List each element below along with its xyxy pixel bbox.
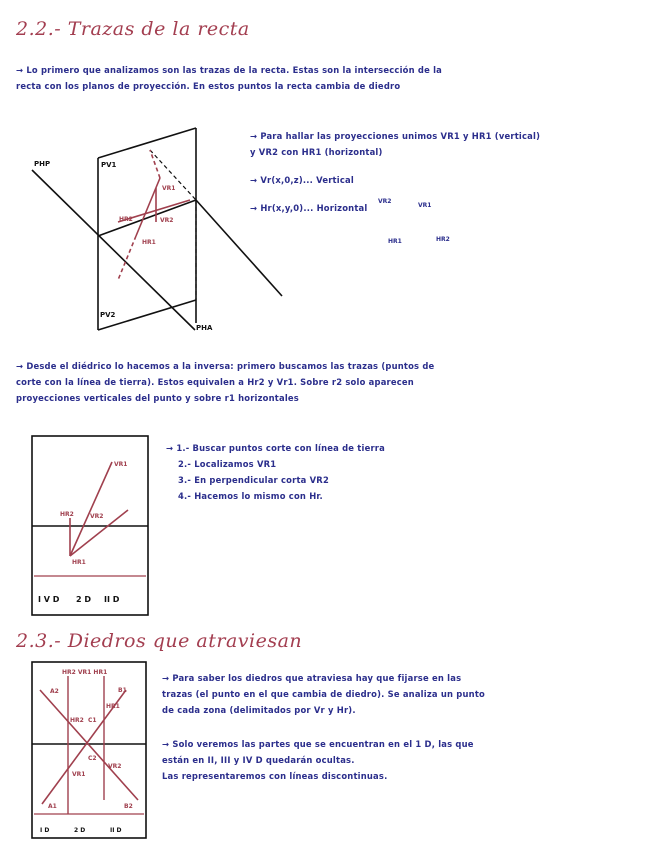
label-vr2: VR2 [160,217,174,224]
vertical-trace-note: → Vr(x,0,z)... Vertical [250,175,354,185]
diedros-line-5: están en II, III y IV D quedarán ocultas. [162,755,355,765]
fig3-label-b1: B1 [118,687,127,694]
fig3-label-a1: A1 [48,803,57,810]
section-title-2-3: 2.3.- Diedros que atraviesan [16,630,303,652]
fig3-dihedral-3: II D [110,827,122,834]
label-php: PHP [34,160,51,168]
fig2-dihedral-2: 2 D [76,595,91,604]
label-vr1: VR1 [162,185,176,192]
fig3-label-top: HR2 VR1 HR1 [62,669,108,676]
fig3-label-hr1: HR1 [106,703,120,710]
step-1: → 1.- Buscar puntos corte con línea de tierra [166,443,385,453]
intro-line-2: recta con los planos de proyección. En estos puntos la recta cambia de diedro [16,81,401,91]
fig2-label-vr1: VR1 [114,461,128,468]
fig3-label-c2: C2 [88,755,97,762]
diedros-line-6: Las representaremos con líneas discontinuas. [162,771,388,781]
diedros-paragraph-1 [162,670,632,718]
fig2-dihedral-3: II D [104,595,120,604]
annot-hr2: HR2 [436,236,450,243]
fig3-label-c1: C1 [88,717,97,724]
step-2: 2.- Localizamos VR1 [178,459,277,469]
second-line-3: proyecciones verticales del punto y sobre r1 horizontales [16,393,299,403]
diedros-line-2: trazas (el punto en el que cambia de diedro). Se analiza un punto [162,689,485,699]
step-3: 3.- En perpendicular corta VR2 [178,475,329,485]
annot-vr2: VR2 [378,198,392,205]
fig2-label-vr2: VR2 [90,513,104,520]
annot-hr1: HR1 [388,238,402,245]
label-pha: PHA [196,324,213,332]
diedros-paragraph-2 [162,736,632,784]
fig3-label-a2: A2 [50,688,59,695]
label-hr2: HR2 [119,216,133,223]
intro-line-1: → Lo primero que analizamos son las trazas de la recta. Estas son la intersección de la [16,65,442,75]
projection-note-1: → Para hallar las proyecciones unimos VR1 y HR1 (vertical) [250,131,541,141]
step-4: 4.- Hacemos lo mismo con Hr. [178,491,323,501]
label-hr1: HR1 [142,239,156,246]
second-line-1: → Desde el diédrico lo hacemos a la inversa: primero buscamos las trazas (puntos de [16,361,435,371]
diedros-line-1: → Para saber los diedros que atraviesa hay que fijarse en las [162,673,462,683]
fig3-label-vr1: VR1 [72,771,86,778]
annot-vr1: VR1 [418,202,432,209]
fig3-label-b2: B2 [124,803,133,810]
second-line-2: corte con la línea de tierra). Estos equivalen a Hr2 y Vr1. Sobre r2 solo aparecen [16,377,414,387]
fig2-dihedral-1: I V D [38,595,60,604]
label-pv2: PV2 [100,311,116,319]
diedros-line-4: → Solo veremos las partes que se encuentran en el 1 D, las que [162,739,474,749]
horizontal-trace-note: → Hr(x,y,0)... Horizontal [250,203,368,213]
diedros-line-3: de cada zona (delimitados por Vr y Hr). [162,705,356,715]
fig3-label-vr2: VR2 [108,763,122,770]
fig2-label-hr1: HR1 [72,559,86,566]
fig3-label-hr2: HR2 [70,717,84,724]
fig3-line-a [40,690,138,800]
fig2-label-hr2: HR2 [60,511,74,518]
projection-note-2: y VR2 con HR1 (horizontal) [250,147,383,157]
fig3-dihedral-2: 2 D [74,827,86,834]
fig3-dihedral-1: I D [40,827,50,834]
section-title-2-2: 2.2.- Trazas de la recta [16,18,250,40]
label-pv1: PV1 [101,161,117,169]
